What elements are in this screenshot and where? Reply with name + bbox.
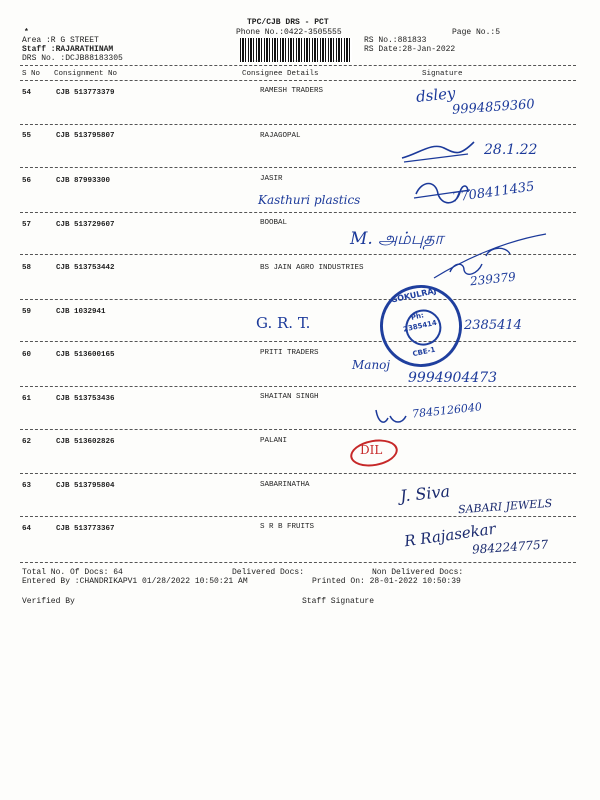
row-consignee: SABARINATHA — [260, 481, 310, 489]
handwritten-text: 7708411435 — [451, 179, 536, 206]
row-divider — [20, 124, 576, 125]
row-consignee: RAMESH TRADERS — [260, 87, 324, 95]
page-number: Page No.:5 — [452, 28, 501, 37]
col-signature: Signature — [422, 70, 463, 78]
area-label: Area :R G STREET — [22, 36, 99, 45]
row-consignee: BS JAIN AGRO INDUSTRIES — [260, 264, 364, 272]
row-consignee: PRITI TRADERS — [260, 349, 319, 357]
verified-by: Verified By — [22, 597, 75, 606]
row-sno: 54 — [22, 89, 32, 97]
non-delivered-docs: Non Delivered Docs: — [372, 568, 464, 577]
handwritten-text: J. Siva — [399, 481, 451, 506]
row-divider — [20, 386, 576, 387]
row-consignment: CJB 513795804 — [56, 482, 115, 490]
header-divider — [20, 65, 576, 66]
row-divider — [20, 341, 576, 342]
header-marker: * — [24, 28, 29, 37]
row-sno: 57 — [22, 221, 32, 229]
stamp-text: CBE-1 — [411, 345, 437, 359]
handwritten-text: 28.1.22 — [484, 142, 538, 158]
table-end-divider — [20, 562, 576, 563]
staff-label: Staff :RAJARATHINAM — [22, 45, 114, 54]
handwritten-text: 7845126040 — [411, 400, 483, 421]
row-consignment: CJB 513600165 — [56, 351, 115, 359]
row-consignment: CJB 513753442 — [56, 264, 115, 272]
handwritten-text: R Rajasekar — [403, 519, 497, 551]
row-sno: 56 — [22, 177, 32, 185]
handwritten-text: G. R. T. — [256, 314, 311, 332]
document-title: TPC/CJB DRS - PCT — [247, 18, 329, 27]
handwritten-text: 9842247757 — [471, 537, 549, 557]
row-divider — [20, 429, 576, 430]
row-sno: 61 — [22, 395, 32, 403]
col-consignment: Consignment No — [54, 70, 118, 78]
row-consignment: CJB 513729607 — [56, 221, 115, 229]
column-divider — [20, 80, 576, 81]
row-sno: 59 — [22, 308, 32, 316]
col-consignee: Consignee Details — [242, 70, 319, 78]
printed-on: Printed On: 28-01-2022 10:50:39 — [312, 577, 461, 586]
handwritten-text: 9994859360 — [451, 97, 536, 118]
col-sno: S No — [22, 70, 41, 78]
handwritten-text: dsley — [415, 83, 457, 107]
row-consignment: CJB 513795807 — [56, 132, 115, 140]
row-sno: 55 — [22, 132, 32, 140]
row-divider — [20, 299, 576, 300]
handwritten-text: M. அம்புதா — [350, 229, 444, 249]
row-divider — [20, 167, 576, 168]
handwritten-text: 2385414 — [464, 318, 522, 333]
row-sno: 62 — [22, 438, 32, 446]
stamp-text: 2385414 — [402, 318, 438, 334]
staff-signature: Staff Signature — [302, 597, 375, 606]
row-divider — [20, 516, 576, 517]
row-consignee: S R B FRUITS — [260, 523, 315, 531]
handwritten-text: SABARI JEWELS — [457, 496, 553, 517]
row-consignment: CJB 87993300 — [56, 177, 111, 185]
row-divider — [20, 212, 576, 213]
row-consignment: CJB 1032941 — [56, 308, 106, 316]
row-consignee: SHAITAN SINGH — [260, 393, 319, 401]
row-sno: 60 — [22, 351, 32, 359]
handwritten-text: Kasthuri plastics — [258, 193, 361, 207]
row-consignment: CJB 513602826 — [56, 438, 115, 446]
row-sno: 64 — [22, 525, 32, 533]
rs-date: RS Date:28-Jan-2022 — [364, 45, 456, 54]
stamp-text: GOKULRAJ — [390, 286, 438, 305]
delivered-docs: Delivered Docs: — [232, 568, 305, 577]
total-docs: Total No. Of Docs: 64 — [22, 568, 123, 577]
row-consignee: RAJAGOPAL — [260, 132, 301, 140]
phone-number: Phone No.:0422-3505555 — [236, 28, 342, 37]
row-consignment: CJB 513773379 — [56, 89, 115, 97]
signature-scribble — [372, 406, 412, 430]
handwritten-text: 239379 — [469, 269, 517, 289]
barcode — [240, 38, 352, 62]
drs-number: DRS No. :DCJB88183305 — [22, 54, 123, 63]
row-sno: 63 — [22, 482, 32, 490]
handwritten-text: 9994904473 — [408, 370, 498, 386]
row-consignee: JASIR — [260, 175, 283, 183]
handwritten-text: DIL — [360, 443, 383, 457]
entered-by: Entered By :CHANDRIKAPV1 01/28/2022 10:50:21 AM — [22, 577, 248, 586]
stamp-text: Ph: — [410, 311, 425, 322]
signature-scribble — [398, 136, 478, 166]
row-consignment: CJB 513753436 — [56, 395, 115, 403]
handwritten-text: Manoj — [352, 358, 391, 372]
row-divider — [20, 473, 576, 474]
row-sno: 58 — [22, 264, 32, 272]
rs-number: RS No.:881833 — [364, 36, 427, 45]
row-consignee: BOOBAL — [260, 219, 288, 227]
row-consignment: CJB 513773367 — [56, 525, 115, 533]
row-consignee: PALANI — [260, 437, 288, 445]
